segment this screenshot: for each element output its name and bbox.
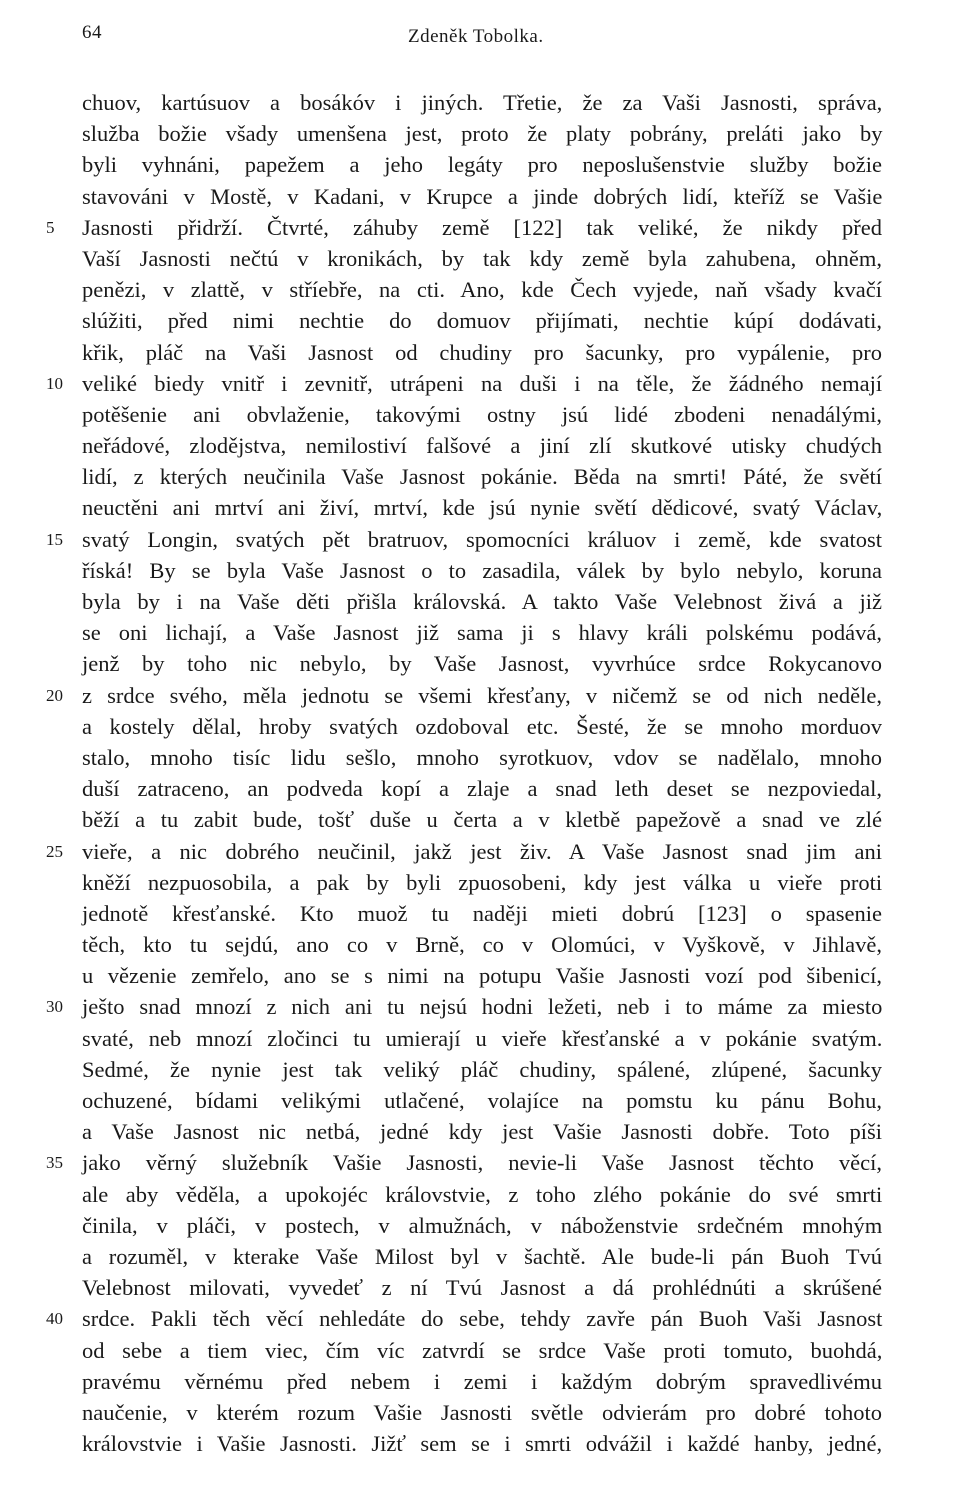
line-text: Velebnost milovati, vyvedeť z ní Tvú Jasnost a dá prohlédnúti a skrúšené <box>82 1275 882 1301</box>
text-line <box>82 1116 882 1147</box>
text-line <box>82 960 882 991</box>
text-line <box>82 773 882 804</box>
line-text: křik, pláč na Vaši Jasnost od chudiny pro šacunky, pro vypálenie, pro <box>82 339 882 365</box>
line-text: stavováni v Mostě, v Kadani, v Krupce a jinde dobrých lidí, kteříž se Vašie <box>82 183 883 209</box>
text-line <box>82 87 882 118</box>
line-text: jako věrný služebník Vašie Jasnosti, nevie-li Vaše Jasnost těchto věcí, <box>82 1150 882 1176</box>
line-text: vieře, a nic dobrého neučinil, jakž jest živ. A Vaše Jasnost snad jim ani <box>82 838 882 864</box>
line-text: neuctěni ani mrtví ani živí, mrtví, kde jsú nynie světí dědicové, svatý Václav, <box>82 495 883 521</box>
body-text <box>46 87 883 1459</box>
line-text: ješto snad mnozí z nich ani tu nejsú hodni ležeti, neb i to máme za miesto <box>82 994 883 1020</box>
running-title: Zdeněk Tobolka. <box>408 26 544 47</box>
line-text: duší zatraceno, an podveda kopí a zlaje a snad leth deset se nezpoviedal, <box>82 776 882 802</box>
text-line <box>82 1335 882 1366</box>
line-text: neřádové, zlodějstva, nemilostiví falšové a jiní zlí skutkové utisky chudých <box>82 433 882 459</box>
text-line <box>46 368 883 399</box>
text-line <box>82 1085 882 1116</box>
line-text: královstvie i Vašie Jasnosti. Jižť sem se i smrti odvážil i každé hanby, jedné, <box>82 1431 883 1457</box>
text-line <box>82 337 882 368</box>
text-line <box>82 118 882 149</box>
line-number: 10 <box>46 373 63 393</box>
text-line <box>82 804 882 835</box>
text-line <box>82 1241 882 1272</box>
line-text: těch, kto tu sejdú, ano co v Brně, co v Olomúci, v Vyškově, v Jihlavě, <box>82 932 882 958</box>
text-line <box>82 1210 882 1241</box>
line-text: byla by i na Vaše děti přišla královská. A takto Vaše Velebnost živá a již <box>82 589 882 614</box>
line-text: svatý Longin, svatých pět bratruov, spomocníci králuov i země, kde svatost <box>82 526 882 552</box>
line-text: svaté, neb mnozí zločinci tu umierají u vieře křesťanské a v pokánie svatým. <box>82 1025 883 1051</box>
line-text: jenž by toho nic nebylo, by Vaše Jasnost, vyvrhúce srdce Rokycanovo <box>82 651 882 677</box>
text-line <box>82 617 882 648</box>
line-number: 15 <box>46 529 63 549</box>
line-text: kněží nezpuosobila, a pak by byli zpuosobeni, kdy jest válka u vieře proti <box>82 869 883 895</box>
page-number: 64 <box>82 22 102 43</box>
line-text: říská! By se byla Vaše Jasnost o to zasadila, válek by bylo nebylo, koruna <box>82 557 882 583</box>
text-line <box>82 399 882 430</box>
text-line <box>82 867 882 898</box>
text-line <box>82 430 882 461</box>
line-text: běží a tu zabit bude, tošť duše u čerta a v kletbě papežově a snad ve zlé <box>82 807 882 833</box>
line-text: slúžiti, před nimi nechtie do domuov přijímati, nechtie kúpí dodávati, <box>82 308 882 334</box>
text-line <box>82 1428 882 1459</box>
text-line <box>82 1054 882 1085</box>
line-number: 20 <box>46 685 63 705</box>
line-number: 30 <box>46 997 63 1017</box>
line-text: srdce. Pakli těch věcí nehledáte do sebe, tehdy zavře pán Buoh Vaši Jasnost <box>82 1306 883 1332</box>
text-line <box>82 1272 882 1303</box>
line-number: 40 <box>46 1309 63 1329</box>
text-line <box>82 711 882 742</box>
text-line <box>82 929 882 960</box>
text-line <box>82 586 882 617</box>
line-text: ochuzené, bídami velikými utlačené, volajíce na pomstu ku pánu Bohu, <box>82 1088 882 1113</box>
line-text: Vaší Jasnosti nečtú v kronikách, by tak kdy země byla zahubena, ohněm, <box>82 245 882 271</box>
text-line <box>82 149 882 180</box>
text-line <box>46 1303 883 1334</box>
line-text: od sebe a tiem viec, čím víc zatvrdí se srdce Vaše proti tomuto, buohdá, <box>82 1337 883 1363</box>
line-text: ale aby věděla, a upokojéc královstvie, z toho zlého pokánie do své smrti <box>82 1181 883 1207</box>
text-line <box>46 524 882 555</box>
text-line <box>82 898 882 929</box>
line-text: jednotě křesťanské. Kto muož tu naději mieti dobrú [123] o spasenie <box>82 900 882 926</box>
line-text: naučenie, v kterém rozum Vašie Jasnosti světle odvierám pro dobré tohoto <box>82 1399 882 1425</box>
text-line <box>82 243 882 274</box>
text-line <box>82 181 882 212</box>
text-line <box>82 1366 882 1397</box>
text-line <box>82 555 882 586</box>
text-line <box>82 1397 882 1428</box>
line-text: a kostely dělal, hroby svatých ozdoboval etc. Šesté, že se mnoho morduov <box>82 713 882 739</box>
text-line <box>82 648 882 679</box>
text-line <box>82 1023 882 1054</box>
text-line <box>82 274 882 305</box>
line-text: veliké biedy vnitř i zevnitř, utrápeni na duši i na těle, že žádného nemají <box>82 370 883 396</box>
line-text: a Vaše Jasnost nic netbá, jedné kdy jest Vašie Jasnosti dobře. Toto píši <box>82 1119 882 1145</box>
line-text: chuov, kartúsuov a bosákóv i jiných. Třetie, že za Vaši Jasnosti, správa, <box>82 90 883 115</box>
line-number: 35 <box>46 1153 63 1173</box>
line-text: potěšenie ani obvlaženie, takovými ostny jsú lidé zbodeni nenadálými, <box>82 401 882 427</box>
text-line <box>46 836 882 867</box>
line-text: služba božie všady umenšena jest, proto že platy pobrány, preláti jako by <box>82 121 883 147</box>
line-text: Sedmé, že nynie jest tak veliký pláč chudiny, spálené, zlúpené, šacunky <box>82 1056 882 1082</box>
text-line <box>46 1147 882 1178</box>
text-line <box>82 461 882 492</box>
text-line <box>46 212 882 243</box>
line-text: a rozuměl, v kterake Vaše Milost byl v šachtě. Ale bude-li pán Buoh Tvú <box>82 1243 882 1269</box>
running-header <box>0 22 960 52</box>
line-text: penězi, v zlattě, v stříebře, na cti. Ano, kde Čech vyjede, naň všady kvačí <box>82 277 882 303</box>
text-line <box>82 742 882 773</box>
line-number: 25 <box>46 841 63 861</box>
line-text: činila, v pláči, v postech, v almužnách, v náboženstvie srdečném mnohým <box>82 1212 883 1238</box>
line-text: z srdce svého, měla jednotu se všemi křesťany, v ničemž se od nich neděle, <box>82 682 882 708</box>
text-line <box>82 1179 882 1210</box>
text-line <box>82 492 882 523</box>
text-line <box>46 680 882 711</box>
line-text: byli vyhnáni, papežem a jeho legáty pro neposlušenstvie služby božie <box>82 152 882 178</box>
line-text: lidí, z kterých neučinila Vaše Jasnost pokánie. Běda na smrti! Páté, že světí <box>82 464 883 490</box>
line-text: Jasnosti přidrží. Čtvrté, záhuby země [122] tak veliké, že nikdy před <box>82 214 882 240</box>
line-text: u vězenie zemřelo, ano se s nimi na potupu Vašie Jasnosti vozí pod šibenicí, <box>82 963 882 989</box>
line-text: se oni lichají, a Vaše Jasnost již sama ji s hlavy králi polskému podává, <box>82 620 882 646</box>
line-text: stalo, mnoho tisíc lidu sešlo, mnoho syrotkuov, vdov se nadělalo, mnoho <box>82 744 882 770</box>
line-text: pravému věrnému před nebem i zemi i každým dobrým spravedlivému <box>82 1368 882 1394</box>
line-number: 5 <box>46 217 55 237</box>
text-line <box>46 991 883 1022</box>
text-line <box>82 305 882 336</box>
